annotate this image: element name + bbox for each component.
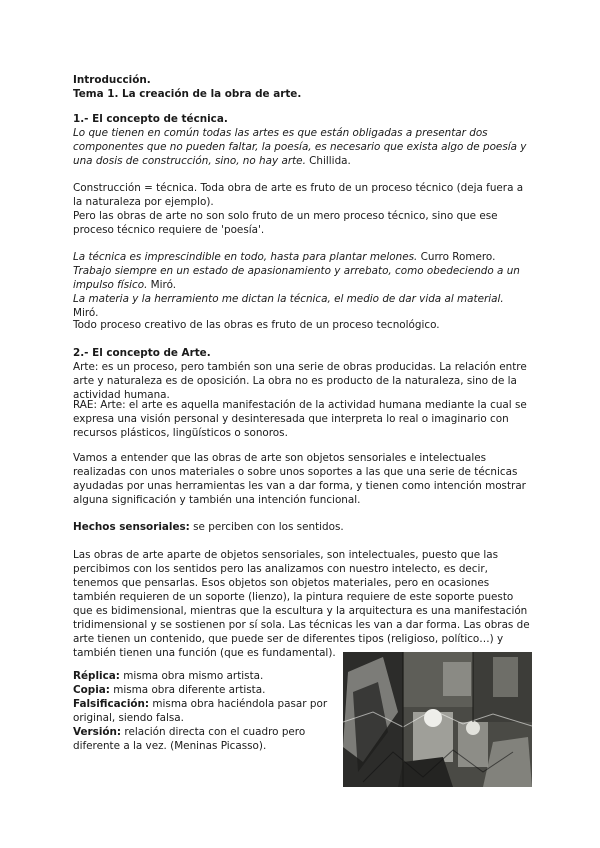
topic-title: Tema 1. La creación de la obra de arte. <box>73 88 302 100</box>
definition-text: relación directa con el cuadro pero diferente a la vez. (Meninas Picasso). <box>73 726 306 752</box>
rae-definition-paragraph: RAE: Arte: el arte es aquella manifestación de la actividad humana mediante la cual se expresa una visión personal y desinteresada que interpreta lo real o imaginario con recursos plásticos, lingüísticos o sonoros. <box>73 399 527 439</box>
definition-replica <box>73 669 335 683</box>
definition-copia <box>73 683 335 697</box>
section2-title: 2.- El concepto de Arte. <box>73 347 211 359</box>
intro-text: Introducción. <box>73 74 151 86</box>
sensory-facts-text: se perciben con los sentidos. <box>189 521 344 533</box>
definition-label: Falsificación: <box>73 698 150 710</box>
sensory-facts-label: Hechos sensoriales: <box>73 521 190 533</box>
meninas-picasso-image <box>343 652 532 787</box>
miro-author-1: Miró. <box>147 279 177 291</box>
definition-label: Réplica: <box>73 670 120 682</box>
section1-title: 1.- El concepto de técnica. <box>73 113 228 125</box>
poetry-paragraph: Pero las obras de arte no son solo fruto de un mero proceso técnico, sino que ese proceso técnico requiere de 'poesía'. <box>73 210 498 236</box>
miro-quote-2 <box>73 292 531 320</box>
definition-falsificacion <box>73 697 335 725</box>
sensory-facts <box>73 520 531 534</box>
miro-quote-1 <box>73 264 531 292</box>
chillida-quote <box>73 126 531 168</box>
definition-label: Versión: <box>73 726 122 738</box>
miro-quote-1-text: Trabajo siempre en un estado de apasionamiento y arrebato, como obedeciendo a un impulso físico. <box>73 265 520 291</box>
definition-text: misma obra diferente artista. <box>109 684 266 696</box>
art-objects-paragraph: Vamos a entender que las obras de arte son objetos sensoriales e intelectuales realizadas con unos materiales o sobre unos soportes a las que una serie de técnicas ayudadas por unas herramientas les van a dar forma, y tienen como intención mostrar alguna significación y también una intención funcional. <box>73 452 526 506</box>
chillida-quote-text: Lo que tienen en común todas las artes es que están obligadas a presentar dos componentes que no pueden faltar, la poesía, es necesario que exista algo de poesía y una dosis de construcción, sino, no hay arte. <box>73 127 527 167</box>
romero-quote <box>73 250 531 264</box>
intellectual-paragraph: Las obras de arte aparte de objetos sensoriales, son intelectuales, puesto que las percibimos con los sentidos pero las analizamos con nuestro intelecto, es decir, tenemos que pensarlas. Esos objetos son objetos materiales, pero en ocasiones también requieren de un soporte (lienzo), la pintura requiere de este soporte puesto que es bidimensional, mientras que la escultura y la arquitectura es una manifestación tridimensional y se sostienen por sí sola. Las técnicas les van a dar forma. Las obras de arte tienen un contenido, que puede ser de diferentes tipos (religioso, político…) y también tienen una función (que es fundamental). <box>73 549 530 659</box>
romero-quote-text: La técnica es imprescindible en todo, hasta para plantar melones. <box>73 251 418 263</box>
process-paragraph: Todo proceso creativo de las obras es fruto de un proceso tecnológico. <box>73 319 440 331</box>
chillida-author: Chillida. <box>305 155 351 167</box>
romero-author: Curro Romero. <box>417 251 496 263</box>
definition-text: misma obra mismo artista. <box>119 670 264 682</box>
art-definition-paragraph: Arte: es un proceso, pero también son una serie de obras producidas. La relación entre arte y naturaleza es de oposición. La obra no es producto de la naturaleza, sino de la actividad humana. <box>73 361 527 401</box>
miro-quote-2-text: La materia y la herramiento me dictan la técnica, el medio de dar vida al material. <box>73 293 504 305</box>
construction-paragraph: Construcción = técnica. Toda obra de arte es fruto de un proceso técnico (deja fuera a la naturaleza por ejemplo). <box>73 182 524 208</box>
meninas-picasso-drawing <box>343 652 532 787</box>
miro-author-2: Miró. <box>73 307 99 319</box>
definition-label: Copia: <box>73 684 110 696</box>
intro-heading <box>73 73 531 101</box>
definitions-list <box>73 669 335 753</box>
definition-version <box>73 725 335 753</box>
definition-text: misma obra haciéndola pasar por original, siendo falsa. <box>73 698 328 724</box>
